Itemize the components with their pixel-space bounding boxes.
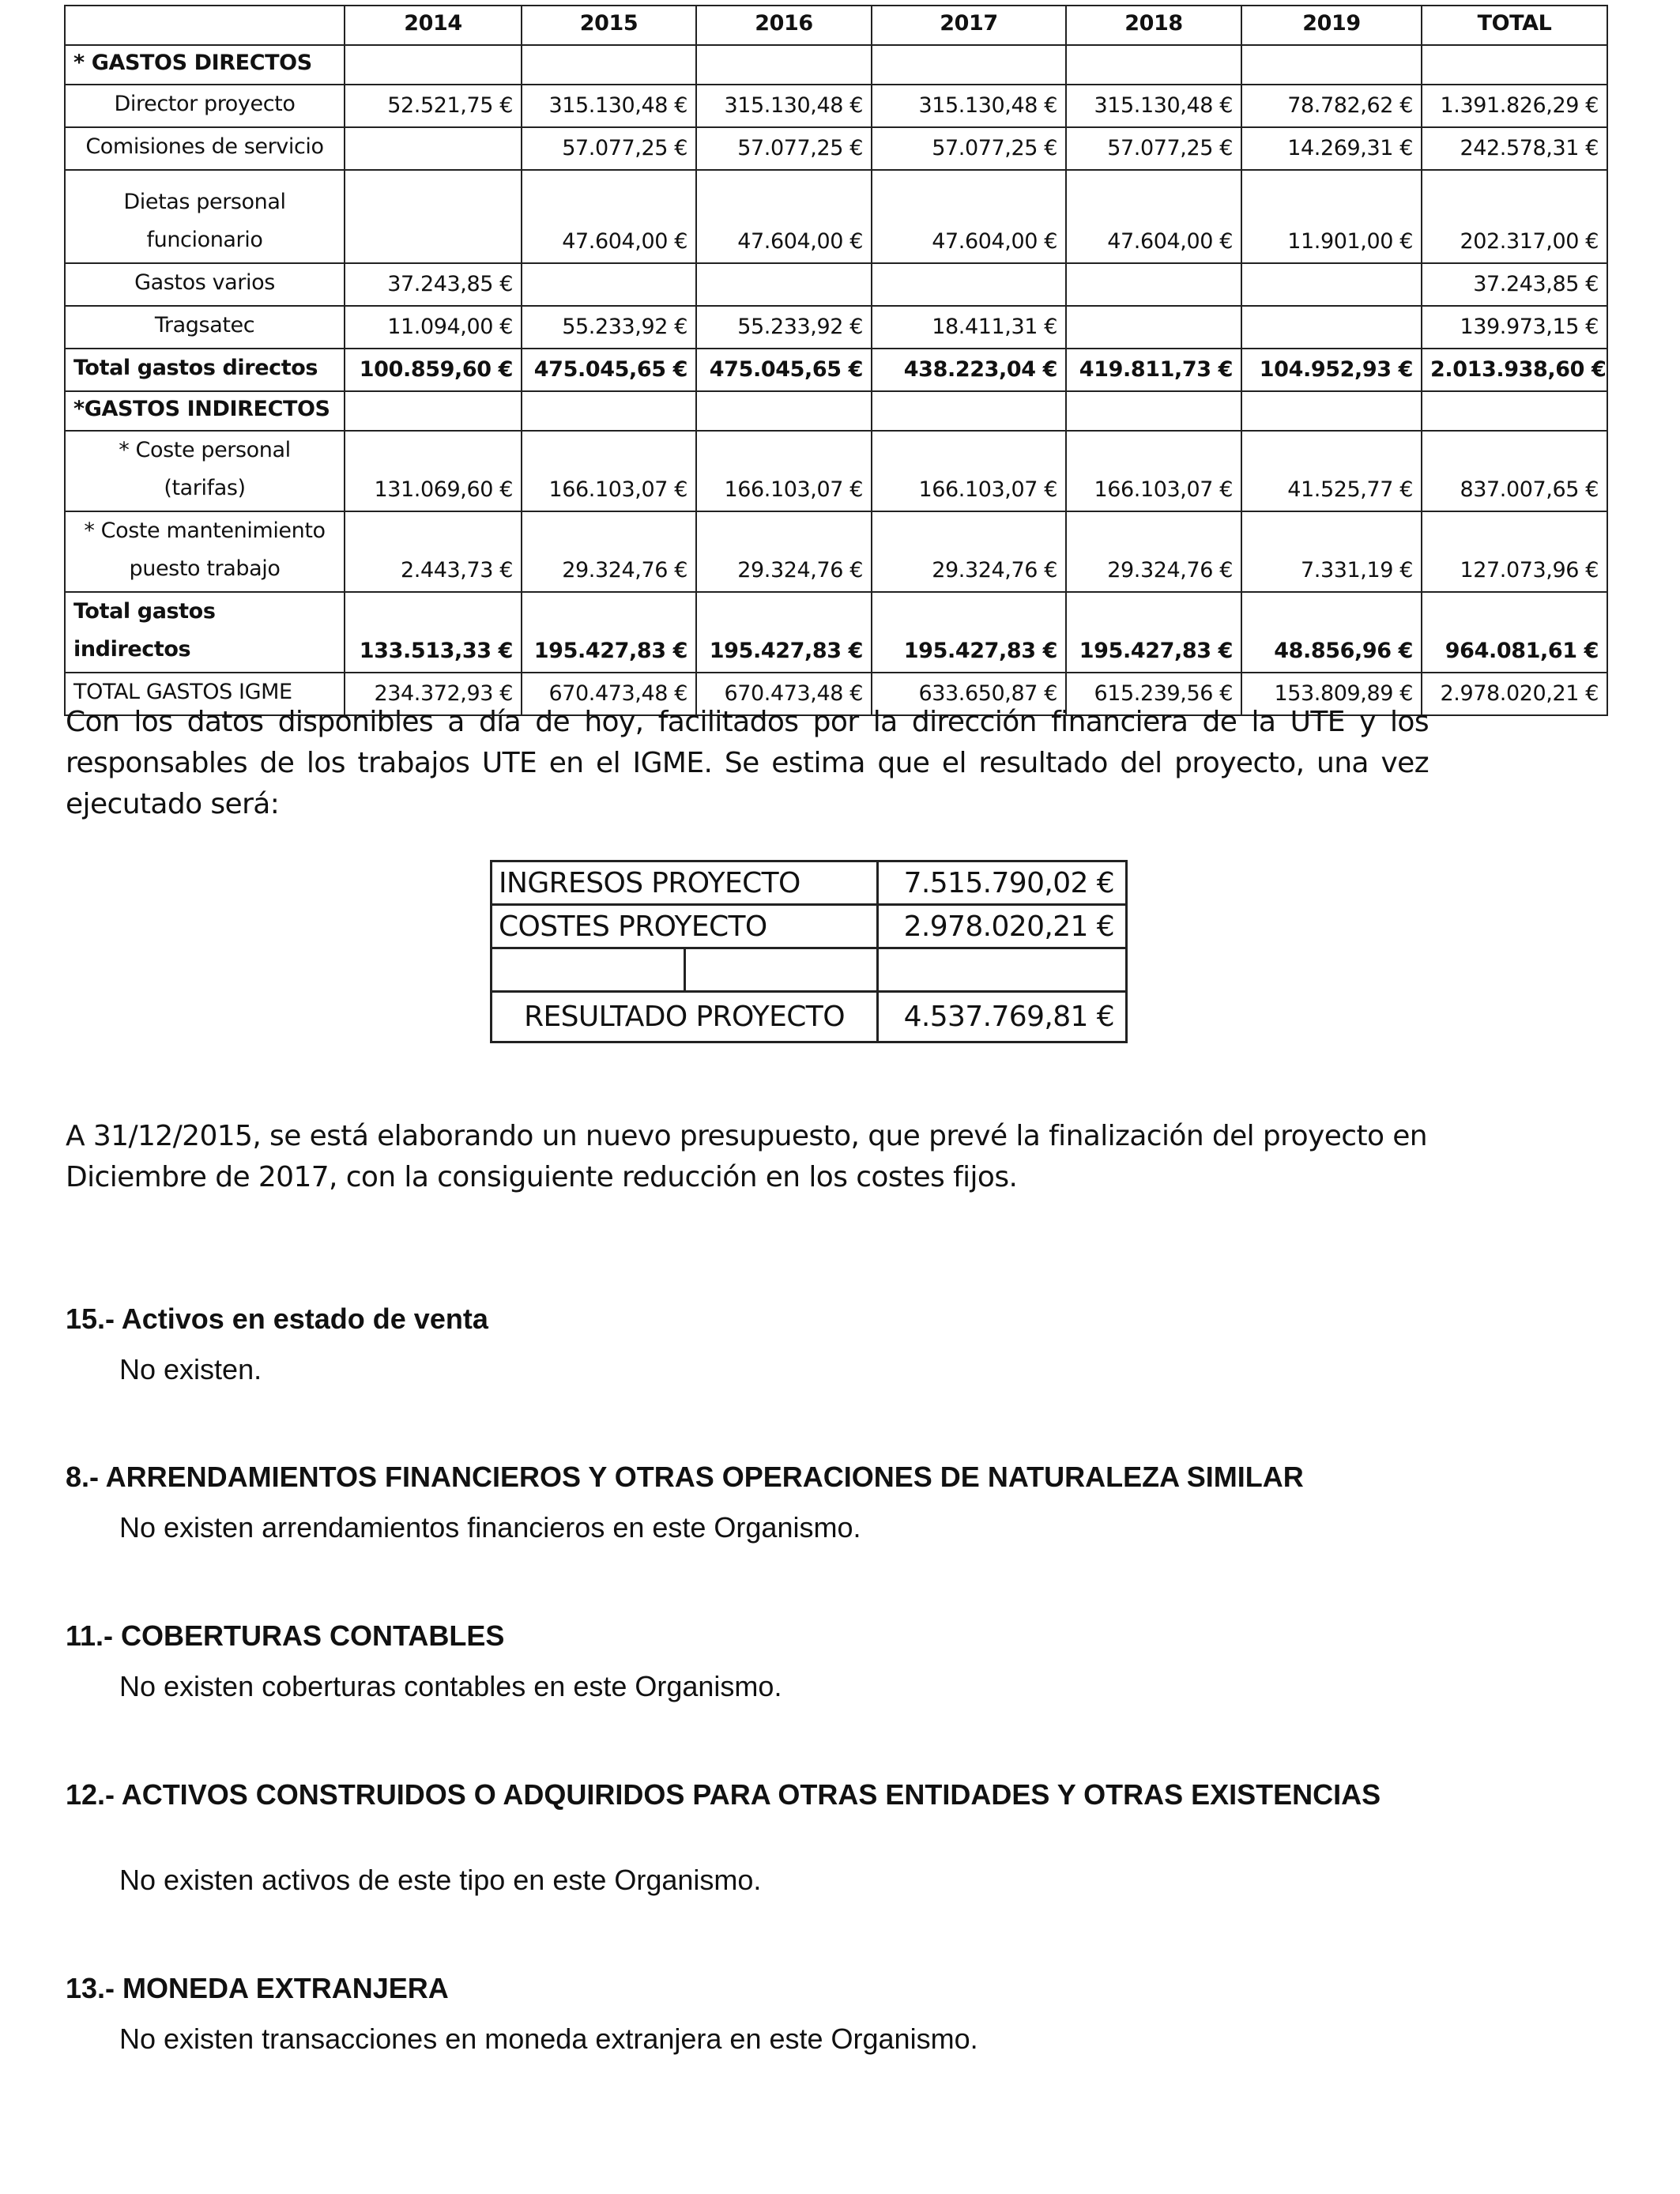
value-cell [696,45,872,85]
value-cell: 47.604,00 € [522,170,696,263]
value-cell: 47.604,00 € [872,170,1066,263]
row-label: Director proyecto [65,85,345,127]
section-13-body: No existen transacciones en moneda extranjera en este Organismo. [119,2022,978,2055]
value-cell [345,391,522,431]
row-label: Tragsatec [65,306,345,349]
row-label: * Coste mantenimiento puesto trabajo [65,511,345,592]
result-row-costes [492,905,1127,948]
table-row [65,127,1607,170]
table-row [65,170,1607,263]
table-row [65,349,1607,391]
empty-cell [685,948,878,992]
value-cell [1241,306,1422,349]
value-cell: 166.103,07 € [522,431,696,511]
header-cell: 2017 [872,6,1066,45]
row-label: Total gastos indirectos [65,592,345,673]
table-row [65,85,1607,127]
value-cell: 29.324,76 € [522,511,696,592]
empty-cell [492,948,685,992]
section-12-title: 12.- ACTIVOS CONSTRUIDOS O ADQUIRIDOS PARA OTRAS ENTIDADES Y OTRAS EXISTENCIAS [66,1778,1381,1811]
value-cell: 55.233,92 € [522,306,696,349]
value-cell: 315.130,48 € [872,85,1066,127]
value-cell: 195.427,83 € [872,592,1066,673]
section-11-title: 11.- COBERTURAS CONTABLES [66,1619,505,1652]
value-cell: 315.130,48 € [696,85,872,127]
value-cell: 57.077,25 € [872,127,1066,170]
header-cell: 2016 [696,6,872,45]
section-label: * GASTOS DIRECTOS [65,45,345,85]
result-row-resultado [492,992,1127,1042]
value-cell [345,170,522,263]
result-row-empty [492,948,1127,992]
resultado-label: RESULTADO PROYECTO [492,992,878,1042]
value-cell: 2.013.938,60 € [1422,349,1607,391]
row-label: Comisiones de servicio [65,127,345,170]
value-cell: 11.094,00 € [345,306,522,349]
value-cell: 29.324,76 € [872,511,1066,592]
value-cell: 633.650,87 € [872,673,1066,715]
table-row [65,45,1607,85]
value-cell [1422,391,1607,431]
table-row [65,592,1607,673]
value-cell: 315.130,48 € [1066,85,1241,127]
value-cell [1066,306,1241,349]
value-cell: 419.811,73 € [1066,349,1241,391]
value-cell: 195.427,83 € [1066,592,1241,673]
value-cell: 14.269,31 € [1241,127,1422,170]
value-cell: 2.443,73 € [345,511,522,592]
value-cell: 41.525,77 € [1241,431,1422,511]
value-cell: 127.073,96 € [1422,511,1607,592]
value-cell: 11.901,00 € [1241,170,1422,263]
header-cell: TOTAL [1422,6,1607,45]
value-cell [345,127,522,170]
section-label: *GASTOS INDIRECTOS [65,391,345,431]
value-cell [1241,263,1422,306]
value-cell: 78.782,62 € [1241,85,1422,127]
value-cell: 242.578,31 € [1422,127,1607,170]
value-cell [696,391,872,431]
value-cell: 315.130,48 € [522,85,696,127]
value-cell [872,263,1066,306]
row-label: Gastos varios [65,263,345,306]
ingresos-value: 7.515.790,02 € [878,861,1127,905]
budget-paragraph: A 31/12/2015, se está elaborando un nuevo presupuesto, que prevé la finalización del proyecto en Diciembre de 2017, con la consiguiente reducción en los costes fijos. [66,1120,1428,1193]
value-cell: 52.521,75 € [345,85,522,127]
value-cell: 166.103,07 € [872,431,1066,511]
table-row [65,511,1607,592]
value-cell [1241,45,1422,85]
table-row [65,263,1607,306]
value-cell: 37.243,85 € [345,263,522,306]
table-row [65,391,1607,431]
row-label: Total gastos directos [65,349,345,391]
result-table [490,860,1128,1043]
cost-table [64,5,1608,716]
value-cell [345,45,522,85]
value-cell: 47.604,00 € [696,170,872,263]
row-label: TOTAL GASTOS IGME [65,673,345,715]
value-cell: 964.081,61 € [1422,592,1607,673]
value-cell: 615.239,56 € [1066,673,1241,715]
header-cell: 2018 [1066,6,1241,45]
section-12-body: No existen activos de este tipo en este Organismo. [119,1864,762,1896]
value-cell [1066,391,1241,431]
value-cell [1066,45,1241,85]
row-label: Dietas personal funcionario [65,170,345,263]
costes-label: COSTES PROYECTO [492,905,878,948]
value-cell [522,391,696,431]
value-cell: 195.427,83 € [696,592,872,673]
section-8-title: 8.- ARRENDAMIENTOS FINANCIEROS Y OTRAS OPERACIONES DE NATURALEZA SIMILAR [66,1461,1304,1493]
value-cell: 55.233,92 € [696,306,872,349]
resultado-value: 4.537.769,81 € [878,992,1127,1042]
value-cell: 234.372,93 € [345,673,522,715]
value-cell: 1.391.826,29 € [1422,85,1607,127]
header-cell: 2019 [1241,6,1422,45]
header-cell: 2014 [345,6,522,45]
value-cell [1066,263,1241,306]
value-cell: 475.045,65 € [522,349,696,391]
value-cell: 166.103,07 € [1066,431,1241,511]
section-8-body: No existen arrendamientos financieros en este Organismo. [119,1511,861,1544]
value-cell: 166.103,07 € [696,431,872,511]
value-cell: 837.007,65 € [1422,431,1607,511]
costes-value: 2.978.020,21 € [878,905,1127,948]
result-row-ingresos [492,861,1127,905]
header-cell [65,6,345,45]
value-cell [872,45,1066,85]
value-cell: 139.973,15 € [1422,306,1607,349]
value-cell: 131.069,60 € [345,431,522,511]
table-row [65,431,1607,511]
ingresos-label: INGRESOS PROYECTO [492,861,878,905]
section-15-title: 15.- Activos en estado de venta [66,1302,488,1335]
empty-cell [878,948,1127,992]
value-cell: 195.427,83 € [522,592,696,673]
value-cell: 18.411,31 € [872,306,1066,349]
value-cell: 47.604,00 € [1066,170,1241,263]
value-cell: 37.243,85 € [1422,263,1607,306]
value-cell: 670.473,48 € [522,673,696,715]
header-cell: 2015 [522,6,696,45]
value-cell [1241,391,1422,431]
value-cell [522,263,696,306]
estimate-paragraph: Con los datos disponibles a día de hoy, facilitados por la dirección financiera de la UTE y los responsables de los trabajos UTE en el IGME. Se estima que el resultado del proyecto, una vez ejecutado será: [66,706,1429,820]
value-cell [696,263,872,306]
value-cell: 57.077,25 € [522,127,696,170]
value-cell: 7.331,19 € [1241,511,1422,592]
value-cell: 153.809,89 € [1241,673,1422,715]
value-cell: 670.473,48 € [696,673,872,715]
value-cell [872,391,1066,431]
value-cell: 57.077,25 € [1066,127,1241,170]
row-label: * Coste personal (tarifas) [65,431,345,511]
header-row [65,6,1607,45]
section-11-body: No existen coberturas contables en este Organismo. [119,1670,782,1702]
value-cell: 2.978.020,21 € [1422,673,1607,715]
value-cell: 100.859,60 € [345,349,522,391]
section-15-body: No existen. [119,1353,262,1385]
value-cell: 475.045,65 € [696,349,872,391]
value-cell: 29.324,76 € [696,511,872,592]
value-cell [522,45,696,85]
table-row [65,306,1607,349]
value-cell: 57.077,25 € [696,127,872,170]
value-cell: 133.513,33 € [345,592,522,673]
value-cell: 48.856,96 € [1241,592,1422,673]
value-cell [1422,45,1607,85]
section-13-title: 13.- MONEDA EXTRANJERA [66,1972,449,2004]
value-cell: 202.317,00 € [1422,170,1607,263]
value-cell: 104.952,93 € [1241,349,1422,391]
value-cell: 29.324,76 € [1066,511,1241,592]
value-cell: 438.223,04 € [872,349,1066,391]
